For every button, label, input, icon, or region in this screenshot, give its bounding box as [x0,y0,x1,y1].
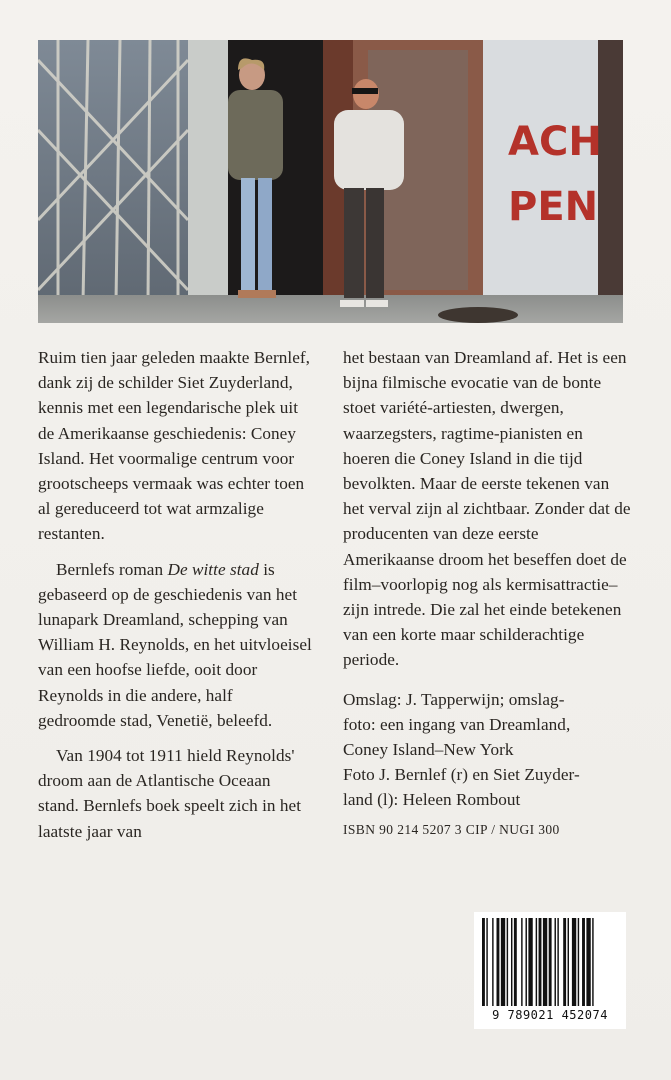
credits-line-5: land (l): Heleen Rombout [343,790,521,810]
blurb-column-right [343,345,633,842]
blurb-paragraph-2-start: Bernlefs roman [56,559,168,579]
isbn-line: ISBN 90 214 5207 3 CIP / NUGI 300 [343,821,560,837]
blurb-column-left [38,345,313,854]
book-title: De witte stad [167,559,259,579]
cover-photo [38,40,623,323]
credits-line-1: Omslag: J. Tapperwijn; omslag- [343,689,565,709]
photo-two-men-doorway-icon [38,40,623,323]
sign-text-2: PEN [508,184,599,230]
credits-line-2: foto: een ingang van Dreamland, [343,714,571,734]
barcode-icon [474,912,626,1007]
blurb-paragraph-3: Van 1904 tot 1911 hield Reynolds' droom aan de Atlantische Oceaan stand. Bernlefs boek speelt zich in het laatste jaar van [38,746,302,841]
credits-line-3: Coney Island–New York [343,740,514,760]
blurb-paragraph-2 [38,557,313,733]
cover-credits [343,687,633,842]
sign-text-1: ACH [508,119,602,165]
blurb-paragraph-1: Ruim tien jaar geleden maakte Bernlef, dank zij de schilder Siet Zuyderland, kennis met een legendarische plek uit de Amerikaanse geschiedenis: Coney Island. Het voormalige centrum voor grootscheeps vermaak was echter toen al gereduceerd tot wat armzalige restanten. [38,348,311,544]
blurb-paragraph-4: het bestaan van Dreamland af. Het is een bijna filmische evocatie van de bonte stoet variété-artiesten, dwergen, waarzegsters, ragtime-pianisten en hoeren die Coney Island in die tijd bevolkten. Maar de eerste tekenen van het verval zijn al zichtbaar. Zonder dat de producenten van deze eerste Amerikaanse droom het beseffen doet de film–voorlopig nog als kermisattractie–zijn intrede. Die zal het einde betekenen van een korte maar schilderachtige periode. [343,348,631,670]
blurb-paragraph-2-end: is gebaseerd op de geschiedenis van het lunapark Dreamland, schepping van William H. Reynolds, en het uitvloeisel van een hoofse liefde, ooit door Reynolds in die andere, half gedroomde stad, Venetië, beleefd. [38,559,312,730]
barcode-number: 9 789021 452074 [492,1008,608,1022]
credits-line-4: Foto J. Bernlef (r) en Siet Zuyder- [343,765,580,785]
